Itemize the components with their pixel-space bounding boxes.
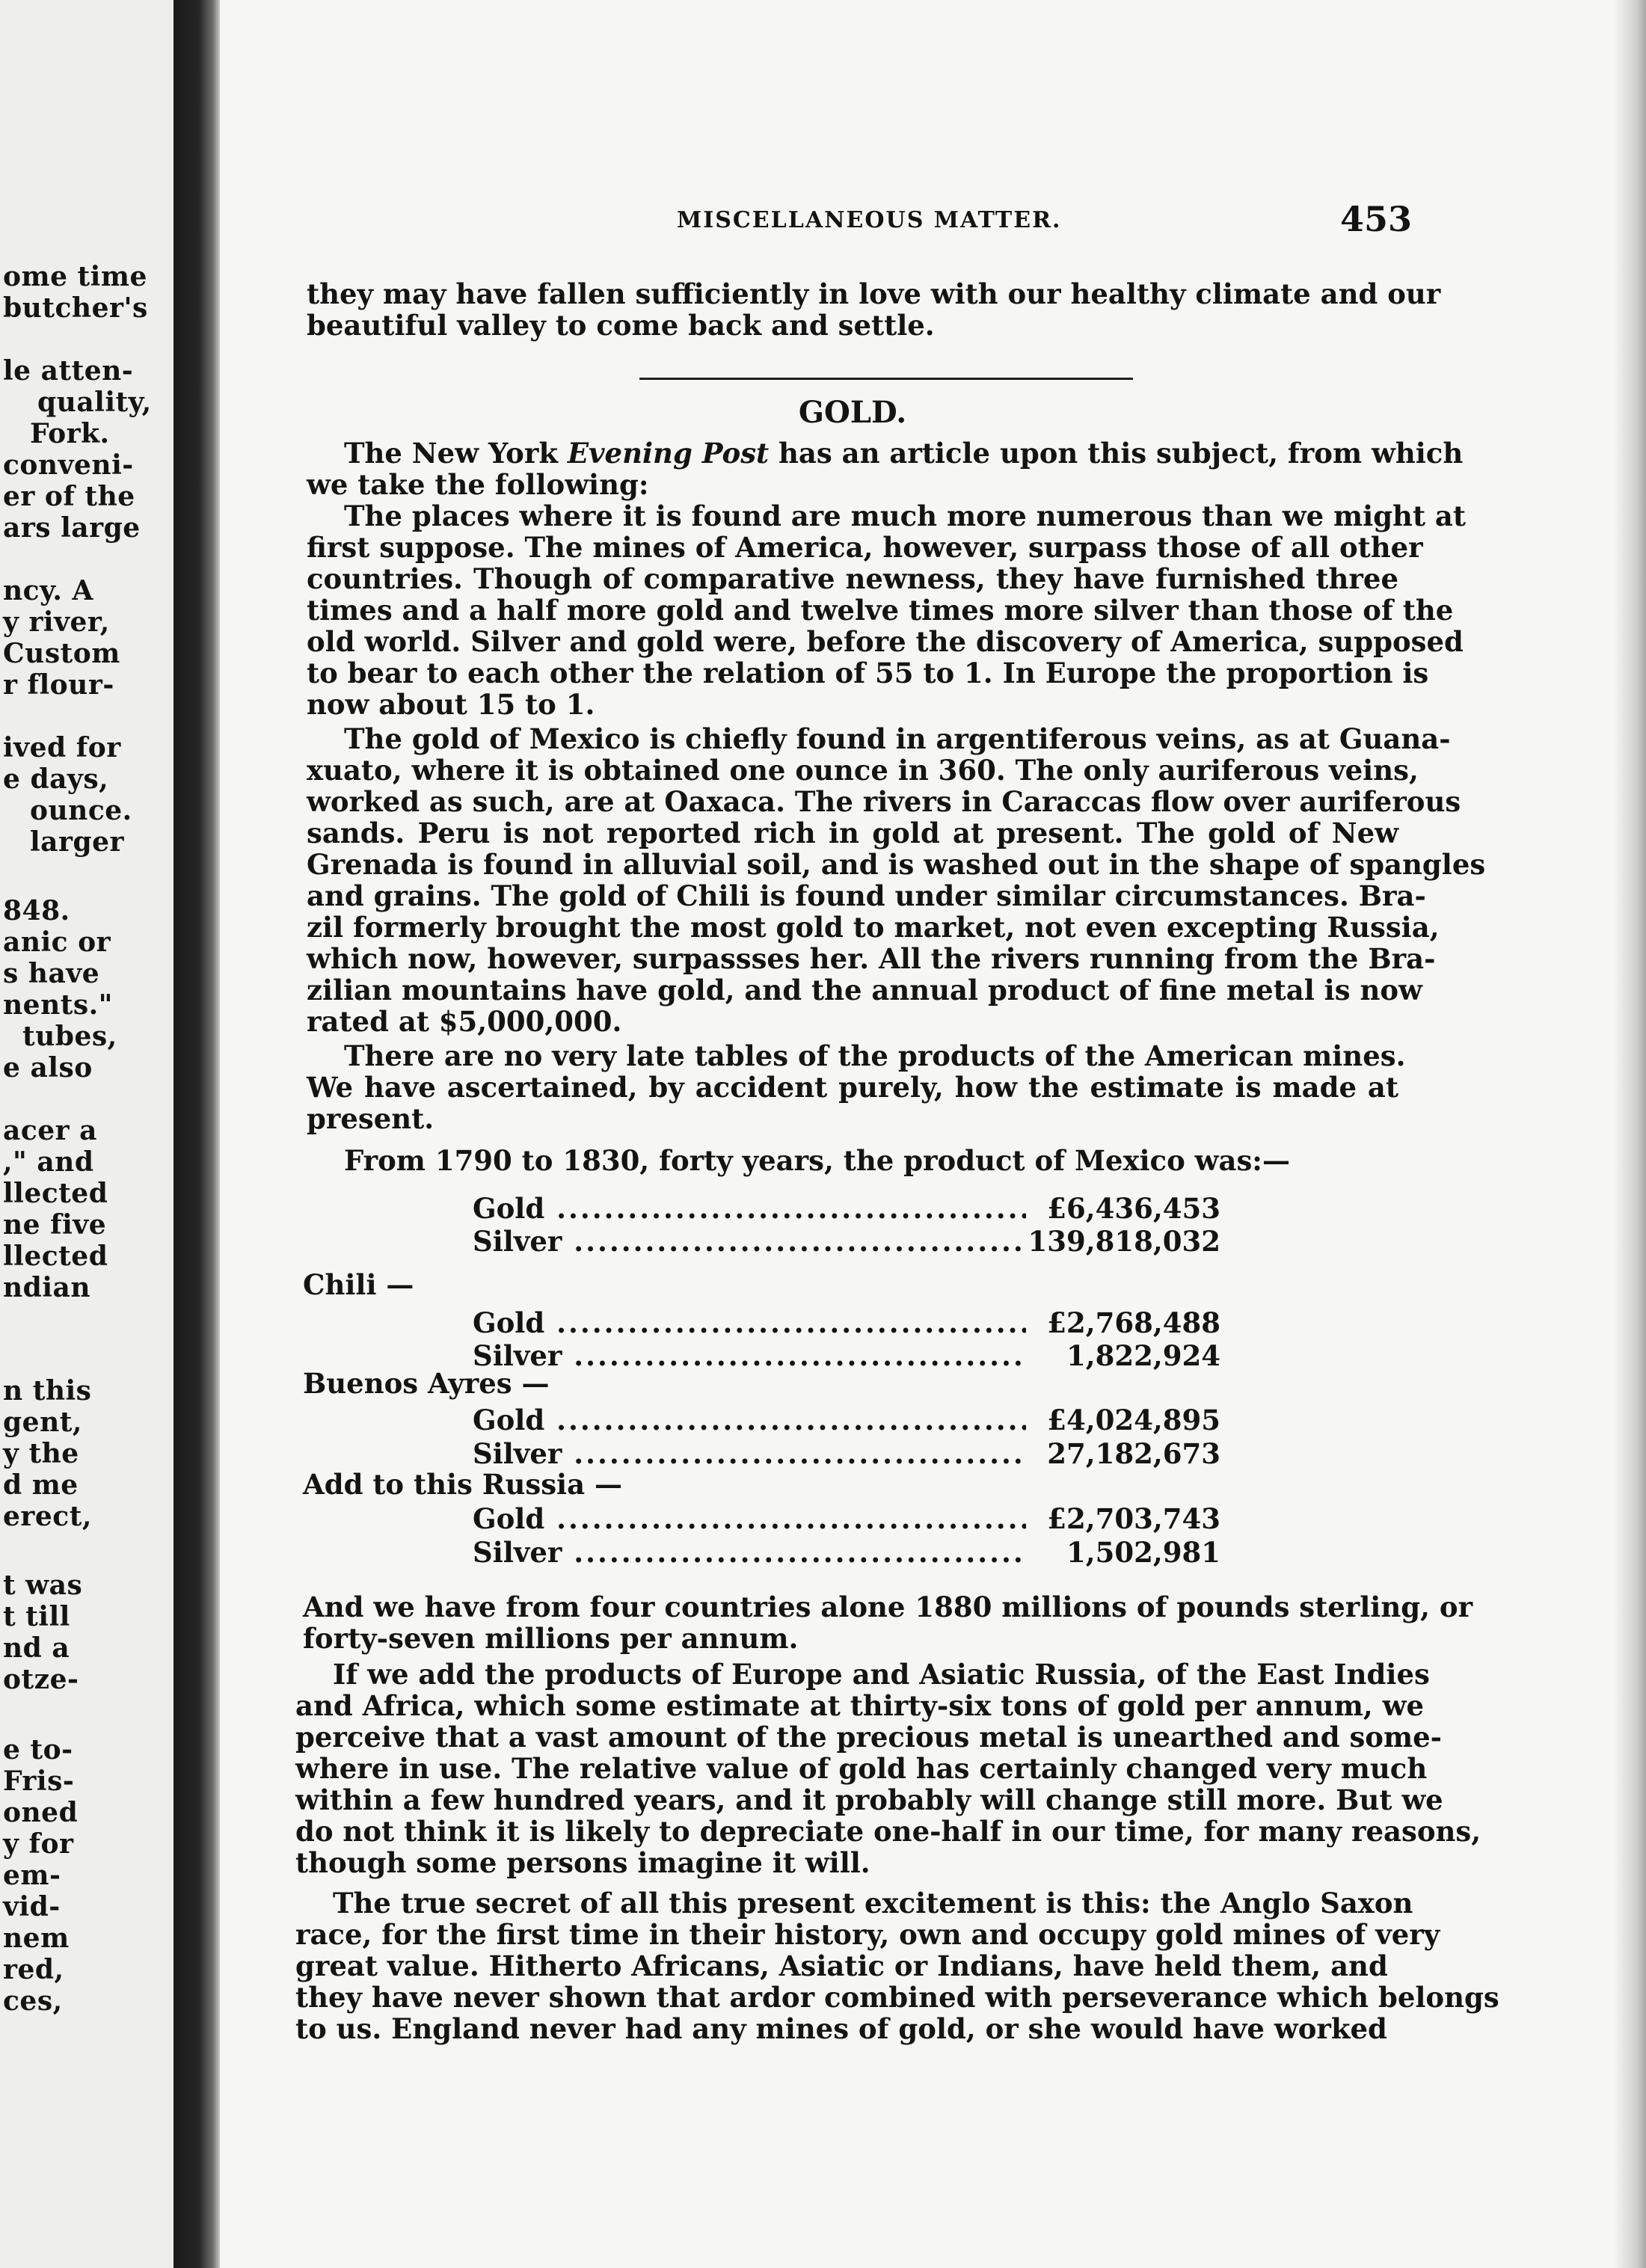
body-line: The true secret of all this present excitement is this: the Anglo Saxon xyxy=(333,1887,1413,1920)
body-line: worked as such, are at Oaxaca. The rivers in Caraccas flow over auriferous xyxy=(307,785,1461,818)
left-fragment-line: conveni- xyxy=(3,449,134,481)
left-fragment-line: nents." xyxy=(3,989,113,1021)
table-row-value: £2,703,743 xyxy=(1047,1502,1220,1535)
left-fragment-line: t was xyxy=(3,1570,83,1601)
table-row-value: £6,436,453 xyxy=(1047,1192,1220,1225)
left-fragment-line: tubes, xyxy=(22,1021,117,1052)
left-fragment-line: Fris- xyxy=(3,1765,75,1797)
left-fragment-line: s have xyxy=(3,958,100,989)
body-line: within a few hundred years, and it probably will change still more. But we xyxy=(295,1783,1443,1816)
body-line: we take the following: xyxy=(307,468,649,501)
source-line-post: has an article upon this subject, from which xyxy=(769,437,1464,470)
left-fragment-line: e to- xyxy=(3,1734,73,1765)
left-fragment-line: n this xyxy=(3,1375,92,1407)
left-fragment-line: nem xyxy=(3,1923,70,1954)
left-fragment-line: ounce. xyxy=(30,795,132,826)
body-line: times and a half more gold and twelve times more silver than those of the xyxy=(307,594,1454,627)
body-line: xuato, where it is obtained one ounce in 360. The only auriferous veins, xyxy=(307,754,1419,787)
table-row-value: £4,024,895 xyxy=(1047,1404,1220,1436)
table-group-heading: Buenos Ayres — xyxy=(303,1367,550,1400)
body-line: to bear to each other the relation of 55 to 1. In Europe the proportion is xyxy=(307,657,1429,689)
left-fragment-line: butcher's xyxy=(3,292,148,324)
body-line: sands. Peru is not reported rich in gold at present. The gold of New xyxy=(307,817,1398,849)
body-line: From 1790 to 1830, forty years, the product of Mexico was:— xyxy=(344,1144,1290,1177)
body-line: rated at $5,000,000. xyxy=(307,1005,622,1038)
left-fragment-line: d me xyxy=(3,1469,79,1501)
left-fragment-line: quality, xyxy=(37,387,152,418)
body-line: The gold of Mexico is chiefly found in argentiferous veins, as at Guana- xyxy=(344,722,1451,755)
table-row-value: 27,182,673 xyxy=(1047,1437,1220,1470)
table-row-label: Silver ..... xyxy=(473,1340,1026,1371)
table-row-value: 1,502,981 xyxy=(1066,1536,1220,1569)
left-fragment-line: otze- xyxy=(3,1664,79,1695)
left-fragment-line: e days, xyxy=(3,763,109,795)
table-row-label: Gold ..... xyxy=(473,1193,1026,1224)
body-line: to us. England never had any mines of gold, or she would have worked xyxy=(295,2012,1387,2045)
body-line: present. xyxy=(307,1102,434,1135)
left-fragment-line: acer a xyxy=(3,1115,97,1146)
table-row-value: £2,768,488 xyxy=(1047,1306,1220,1339)
body-line: they may have fallen sufficiently in love with our healthy climate and our xyxy=(307,277,1441,310)
left-fragment-line: red, xyxy=(3,1954,64,1985)
left-fragment-line: r flour- xyxy=(3,669,114,701)
left-fragment-line: Fork. xyxy=(30,418,110,449)
left-fragment-line: ces, xyxy=(3,1985,63,2017)
body-line: though some persons imagine it will. xyxy=(295,1846,870,1879)
table-group-heading: Add to this Russia — xyxy=(303,1468,622,1501)
left-fragment-line: nd a xyxy=(3,1632,70,1664)
section-divider xyxy=(639,378,1133,380)
body-line: and Africa, which some estimate at thirty-six tons of gold per annum, we xyxy=(295,1689,1425,1722)
table-row-label: Gold ..... xyxy=(473,1307,1026,1339)
body-line: race, for the first time in their history, own and occupy gold mines of very xyxy=(295,1918,1440,1951)
body-line: old world. Silver and gold were, before the discovery of America, supposed xyxy=(307,625,1464,658)
body-line: The places where it is found are much more numerous than we might at xyxy=(344,500,1466,532)
body-line: zilian mountains have gold, and the annual product of fine metal is now xyxy=(307,974,1422,1007)
left-fragment-line: oned xyxy=(3,1797,79,1828)
table-row-label: Gold ..... xyxy=(473,1503,1026,1534)
body-line: beautiful valley to come back and settle. xyxy=(307,309,935,342)
left-fragment-line: Custom xyxy=(3,638,120,669)
book-gutter xyxy=(173,0,220,2268)
table-row-label: Silver ..... xyxy=(473,1438,1026,1469)
running-head: MISCELLANEOUS MATTER. xyxy=(677,207,1062,233)
body-line: great value. Hitherto Africans, Asiatic or Indians, have held them, and xyxy=(295,1949,1388,1982)
body-line: Grenada is found in alluvial soil, and is washed out in the shape of spangles xyxy=(307,848,1486,881)
left-fragment-line: erect, xyxy=(3,1501,92,1532)
body-line: And we have from four countries alone 1880 millions of pounds sterling, or xyxy=(303,1591,1473,1623)
left-fragment-line: llected xyxy=(3,1178,108,1209)
left-fragment-line: 848. xyxy=(3,895,70,926)
body-line: We have ascertained, by accident purely, how the estimate is made at xyxy=(307,1071,1398,1104)
table-row-label: Gold ..... xyxy=(473,1404,1026,1436)
body-line: first suppose. The mines of America, however, surpass those of all other xyxy=(307,531,1423,564)
body-line: and grains. The gold of Chili is found under similar circumstances. Bra- xyxy=(307,879,1426,912)
body-line: countries. Though of comparative newness, they have furnished three xyxy=(307,562,1398,595)
body-line: now about 15 to 1. xyxy=(307,688,595,721)
table-row-label: Silver ..... xyxy=(473,1537,1026,1568)
table-row-value: 1,822,924 xyxy=(1066,1339,1220,1372)
left-fragment-line: gent, xyxy=(3,1407,82,1438)
left-fragment-line: ," and xyxy=(3,1146,94,1178)
body-line: There are no very late tables of the products of the American mines. xyxy=(344,1039,1406,1072)
body-line: they have never shown that ardor combined with perseverance which belongs xyxy=(295,1981,1499,2014)
left-fragment-line: vid- xyxy=(3,1891,61,1923)
left-fragment-line: e also xyxy=(3,1052,93,1084)
left-fragment-line: larger xyxy=(30,826,125,858)
body-line: which now, however, surpassses her. All the rivers running from the Bra- xyxy=(307,942,1436,975)
table-row-value: 139,818,032 xyxy=(1028,1225,1220,1258)
left-fragment-line: anic or xyxy=(3,926,111,958)
left-fragment-line: ndian xyxy=(3,1272,91,1303)
left-fragment-line: y for xyxy=(3,1828,74,1860)
table-row-label: Silver ..... xyxy=(473,1226,1026,1257)
left-fragment-line: llected xyxy=(3,1241,108,1272)
body-line: do not think it is likely to depreciate one-half in our time, for many reasons, xyxy=(295,1815,1481,1848)
left-fragment-line: y river, xyxy=(3,606,110,638)
left-fragment-line: ne five xyxy=(3,1209,107,1241)
left-fragment-line: ncy. A xyxy=(3,575,93,606)
left-fragment-line: er of the xyxy=(3,481,135,512)
page-edge-shadow xyxy=(1614,0,1646,2268)
body-line: If we add the products of Europe and Asiatic Russia, of the East Indies xyxy=(333,1658,1430,1691)
left-fragment-line: ived for xyxy=(3,732,121,763)
table-group-heading: Chili — xyxy=(303,1268,414,1301)
left-fragment-line: em- xyxy=(3,1860,61,1891)
left-fragment-line: ome time xyxy=(3,261,147,292)
section-title: GOLD. xyxy=(798,395,907,430)
source-line-pre: The New York xyxy=(344,437,568,470)
left-page-fragment xyxy=(0,0,173,2268)
left-fragment-line: ars large xyxy=(3,512,141,544)
body-line: forty-seven millions per annum. xyxy=(303,1622,799,1655)
left-fragment-line: y the xyxy=(3,1438,79,1469)
body-line: zil formerly brought the most gold to market, not even excepting Russia, xyxy=(307,911,1440,944)
left-fragment-line: le atten- xyxy=(3,355,134,387)
left-fragment-line: t till xyxy=(3,1601,70,1632)
body-line: perceive that a vast amount of the precious metal is unearthed and some- xyxy=(295,1721,1443,1754)
body-line: where in use. The relative value of gold has certainly changed very much xyxy=(295,1752,1428,1785)
body-line xyxy=(344,437,1464,470)
page-number: 453 xyxy=(1340,199,1413,239)
publication-name: Evening Post xyxy=(567,437,770,470)
